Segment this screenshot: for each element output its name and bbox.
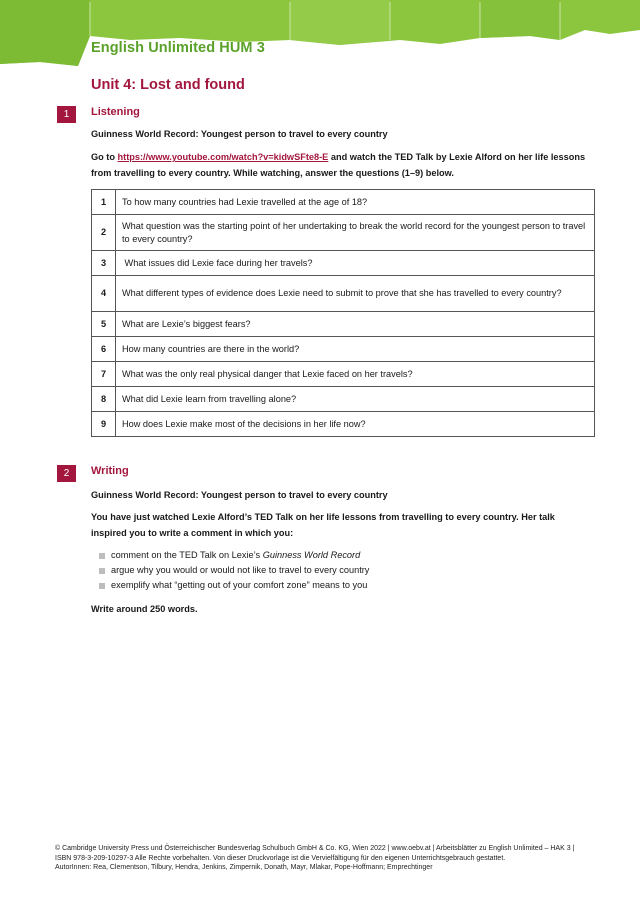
section-number-1: 1 — [57, 106, 76, 123]
section1-instructions — [91, 150, 586, 181]
question-number: 8 — [92, 387, 116, 412]
question-text: What different types of evidence does Lexie need to submit to prove that she has travelled to every country? — [116, 276, 595, 312]
question-number: 1 — [92, 190, 116, 215]
instructions-prefix: Go to — [91, 152, 118, 162]
question-number: 3 — [92, 251, 116, 276]
question-text: What question was the starting point of her undertaking to break the world record for the youngest person to travel to every country? — [116, 215, 595, 251]
question-number: 5 — [92, 312, 116, 337]
question-row — [92, 251, 595, 276]
section1-subtitle: Guinness World Record: Youngest person to travel to every country — [91, 129, 388, 139]
section-number-2: 2 — [57, 465, 76, 482]
bullet-text: comment on the TED Talk on Lexie’s — [111, 550, 263, 560]
question-text: To how many countries had Lexie travelled at the age of 18? — [116, 190, 595, 215]
header-banner — [0, 0, 640, 70]
list-item — [99, 578, 579, 593]
question-number: 4 — [92, 276, 116, 312]
question-number: 9 — [92, 412, 116, 437]
questions-table — [91, 189, 595, 437]
question-text: How many countries are there in the world? — [116, 337, 595, 362]
bullet-italic-text: Guinness World Record — [262, 550, 361, 560]
video-link[interactable]: https://www.youtube.com/watch?v=kidwSFte8-E — [117, 152, 329, 162]
section-title-writing: Writing — [91, 465, 129, 477]
section2-subtitle: Guinness World Record: Youngest person to travel to every country — [91, 490, 388, 500]
question-text: What issues did Lexie face during her travels? — [116, 251, 595, 276]
question-row — [92, 337, 595, 362]
question-row — [92, 412, 595, 437]
question-row — [92, 190, 595, 215]
footer-copyright: © Cambridge University Press und Österreichischer Bundesverlag Schulbuch GmbH & Co. KG, Wien 2022 | www.oebv.at | Arbeitsblätter zu English Unlimited – HAK 3 | ISBN 978-3-209-10297-3 Alle Rechte vorbehalten. Von dieser Druckvorlage ist die Vervielfältigung für den eigenen Unterrichtsgebrauch gestattet. — [55, 845, 575, 862]
question-text: What are Lexie’s biggest fears? — [116, 312, 595, 337]
question-text: What was the only real physical danger that Lexie faced on her travels? — [116, 362, 595, 387]
footer — [55, 844, 590, 873]
section2-intro: You have just watched Lexie Alford’s TED Talk on her life lessons from travelling to every country. Her talk inspired you to write a comment in which you: — [91, 512, 555, 538]
bullet-text: argue why you would or would not like to travel to every country — [111, 565, 370, 576]
question-number: 2 — [92, 215, 116, 251]
bullet-text: exemplify what “getting out of your comfort zone” means to you — [111, 580, 368, 591]
task-bullet-list — [99, 548, 579, 594]
bullet-square-icon — [99, 553, 105, 559]
bullet-square-icon — [99, 583, 105, 589]
question-number: 7 — [92, 362, 116, 387]
list-item — [99, 563, 579, 578]
footer-authors: AutorInnen: Rea, Clementson, Tilbury, Hendra, Jenkins, Zimpernik, Donath, Mayr, Mlakar, Pope-Hoffmann; Emprechtinger — [55, 864, 433, 871]
instructions-suffix: and watch the TED Talk by Lexie Alford on her life lessons from travelling to every country. While watching, answer the questions (1–9) below. — [91, 152, 586, 178]
question-text: What did Lexie learn from travelling alone? — [116, 387, 595, 412]
list-item — [99, 548, 579, 563]
bullet-square-icon — [99, 568, 105, 574]
word-count-instruction: Write around 250 words. — [91, 604, 198, 614]
question-text: How does Lexie make most of the decisions in her life now? — [116, 412, 595, 437]
question-row — [92, 312, 595, 337]
question-row — [92, 362, 595, 387]
question-number: 6 — [92, 337, 116, 362]
question-row — [92, 387, 595, 412]
unit-title: Unit 4: Lost and found — [91, 77, 245, 93]
question-row — [92, 276, 595, 312]
brand-title: English Unlimited HUM 3 — [91, 40, 265, 56]
section-title-listening: Listening — [91, 106, 140, 118]
question-row — [92, 215, 595, 251]
